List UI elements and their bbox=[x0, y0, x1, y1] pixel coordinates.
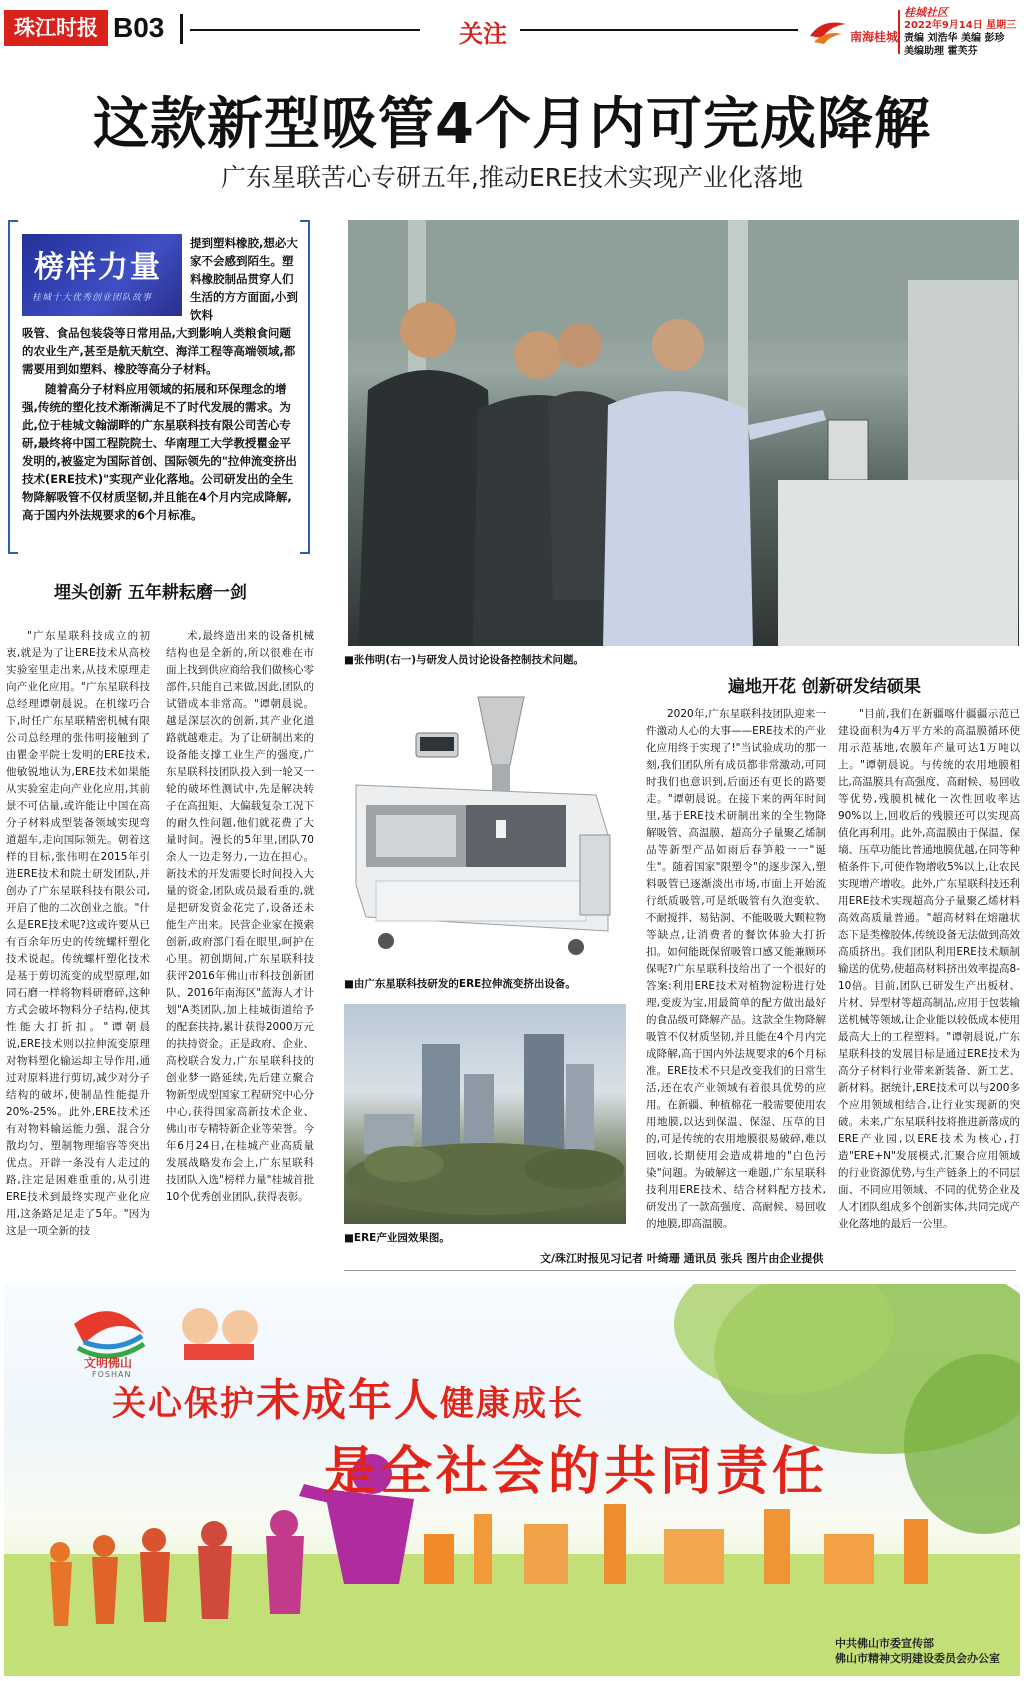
page-number: B03 bbox=[113, 12, 165, 43]
header-rule-left bbox=[190, 29, 420, 31]
section-1-column-1 bbox=[6, 628, 150, 1248]
article-credit: 文/珠江时报见习记者 叶绮珊 通讯员 张兵 图片由企业提供 bbox=[540, 1252, 824, 1265]
section-1-title: 埋头创新 五年耕耘磨一剑 bbox=[54, 583, 247, 603]
column-badge-title: 榜样力量 bbox=[34, 250, 162, 285]
ad-slogan-part-2: 未成年人 bbox=[256, 1375, 440, 1426]
column-badge bbox=[22, 234, 182, 316]
ad-slogan-line-1 bbox=[112, 1364, 584, 1428]
ere-machine-image bbox=[346, 695, 620, 965]
editors: 责编 刘浩华 美编 彭珍 bbox=[904, 33, 1005, 44]
section-2-column-2-text: "目前,我们在新疆喀什疆疆示范已建设面积为4万平方米的高温膜循环使用示范基地,农膜年产量可达1万吨以上。"谭朝晨说。与传统的农用地膜相比,高温膜具有高强度、高耐候、易回收等优势,残膜机械化一次性回收率达90%以上,回收后的残膜还可以实现高值化再利用。此外,高温膜由于保温、保墒、压草功能比普通地膜优越,在同等种植条件下,可使作物增收5%以上,让农民实现增产增收。此外,广东星联科技还利用ERE技术实现超高分子量聚乙烯材料高效高质量普通。"超高材料在熔融状态下是类橡胶体,传统设备无法做到高效高质挤出。我们团队利用ERE技术顺制输送的优势,使超高材料挤出效率提高8-10倍。目前,团队已研发生产出板材、片材、异型材等超高制品,应用于包装输送机械等领域,让企业能以较低成本使用最高大上的工程塑料。"谭朝晨说,广东星联科技的发展目标是通过ERE技术为高分子材料行业带来新装备、新工艺、新材料。据统计,ERE技术可以与200多个应用领域相结合,让行业实现新的突破。未来,广东星联科技将推进新落成的ERE产业园,以ERE技术为核心,打造"ERE+N"发展模式,汇聚合应用领域的行业资源优势,与生产链条上的不同层面、不同应用领域、不同的优势企业及人才团队组成多个创新实体,共同完成产业化落地的最后一公里。 bbox=[838, 708, 1020, 1228]
section-2-title: 遍地开花 创新研发结硕果 bbox=[728, 677, 921, 697]
public-service-ad bbox=[4, 1284, 1020, 1676]
column-badge-subtitle: 桂城十大优秀创业团队故事 bbox=[32, 293, 153, 303]
park-rendering-illustration bbox=[344, 1004, 626, 1224]
section-1-column-2-text: 术,最终造出来的设备机械结构也是全新的,所以很难在市面上找到供应商给我们做核心零部件,只能自己来做,因此,团队的试错成本非常高。"谭朝晨说。越是深层次的创新,其产业化道路就越难走。为了让研制出来的设备能支撑工业生产的强度,广东星联科技团队投入到一轮又一轮的破坏性测试中,先是解决转子在高扭矩、大偏载复杂工况下的耐久性问题,他们就花费了大量时间。漫长的5年里,团队70余人一边走努力,一边在担心。新技术的开发需要长时间投入大量的资金,团队成员最看重的,就是把研发资金花完了,设备还未能生产出来。民营企业家在摸索创新,政府部门看在眼里,呵护在心里。初创期间,广东星联科技获评2016年佛山市科技创新团队、2016年南海区"蓝海人才计划"A类团队,加上桂城街道给予的配套扶持,累计获得2000万元的扶持资金。正是政府、企业、高校联合发力,广东星联科技的创业梦一路延续,先后建立聚合物新型成型国家工程研究中心分中心,获得国家高新技术企业、佛山市专精特新企业等荣誉。今年6月24日,在桂城产业高质量发展战略发布会上,广东星联科技团队入选"榜样力量"桂城首批10个优秀创业团队,获得表彰。 bbox=[166, 630, 314, 1203]
bracket-left bbox=[8, 220, 18, 554]
header-divider bbox=[180, 14, 183, 44]
issue-date: 2022年9月14日 星期三 bbox=[904, 20, 1017, 31]
brand-logo-icon bbox=[808, 14, 848, 48]
masthead-logo: 珠江时报 bbox=[4, 10, 108, 46]
credit-rule bbox=[344, 1270, 1016, 1271]
subheadline: 广东星联苦心专研五年,推动ERE技术实现产业化落地 bbox=[221, 163, 803, 192]
intro-box bbox=[8, 220, 310, 550]
photo-team-discussion bbox=[348, 220, 1019, 646]
intro-text-narrow: 提到塑料橡胶,想必大家不会感到陌生。塑料橡胶制品贯穿人们生活的方方面面,小到饮料 bbox=[190, 236, 298, 322]
photo-industrial-park-rendering bbox=[344, 1004, 626, 1224]
header-red-bar bbox=[898, 10, 900, 54]
photo-1-caption: ■张伟明(右一)与研发人员讨论设备控制技术问题。 bbox=[344, 654, 585, 666]
art-assistant: 美编助理 霍芙芬 bbox=[904, 46, 978, 57]
ad-sponsor bbox=[835, 1636, 1000, 1666]
bracket-right bbox=[300, 220, 310, 554]
intro-text-wide: 吸管、食品包装袋等日常用品,大到影响人类粮食问题的农业生产,甚至是航天航空、海洋工程等高端领域,都需要用到如塑料、橡胶等高分子材料。 bbox=[22, 326, 296, 376]
section-1-column-1-text: "广东星联科技成立的初衷,就是为了让ERE技术从高校实验室里走出来,从技术原理走向产业化应用。"广东星联科技总经理谭朝晨说。在机缘巧合下,时任广东星联精密机械有限公司总经理的张伟明接触到了由瞿金平院士发明的ERE技术,他敏锐地认为,ERE技术如果能从实验室走向产业化应用,其前景不可估量,或许能让中国在高分子材料成型装备领域实现弯道超车,走向国际领先。朝着这样的目标,张伟明在2015年引进ERE技术和院士研发团队,并创办了广东星联科技有限公司,开启了他的二次创业之旅。"什么是ERE技术呢?这或许要从已有百余年历史的传统螺杆塑化技术说起。传统螺杆塑化技术是基于剪切流变的成型原理,如同石磨一样将物料研磨碎,这种方式会破坏物料分子结构,使其性能大打折扣。"谭朝晨说,ERE技术则以拉伸流变原理对物料塑化输运却主导作用,通过对原料进行剪切,减少对分子结构的破坏,使制品性能提升20%-25%。此外,ERE技术还有对物料输运能力强、混合分散均匀、塑制物理缩容等突出优点。开辟一条没有人走过的路,注定是困难重重的,从引进ERE技术到最终实现产业化应用,这条路足足走了5年。"因为这是一项全新的技 bbox=[6, 630, 150, 1237]
ad-logo-sub: FOSHAN bbox=[92, 1370, 132, 1379]
photo-scene-illustration bbox=[348, 220, 1019, 646]
ad-slogan-part-3: 健康成长 bbox=[440, 1384, 584, 1424]
section-2-column-1 bbox=[646, 706, 826, 1228]
machine-caption: ■由广东星联科技研发的ERE拉伸流变挤出设备。 bbox=[344, 978, 576, 990]
ad-logo-text: 文明佛山 bbox=[84, 1356, 133, 1370]
column-name: 桂城社区 bbox=[904, 6, 948, 19]
headline: 这款新型吸管4个月内可完成降解 bbox=[93, 92, 931, 157]
intro-paragraph-2: 随着高分子材料应用领域的拓展和环保理念的增强,传统的塑化技术渐渐满足不了时代发展的需求。为此,位于桂城文翰湖畔的广东星联科技有限公司苦心专研,最终将中国工程院院士、华南理工大学教授瞿金平发明的,被鉴定为国际首创、国际领先的"拉伸流变挤出技术(ERE技术)"实现产业化落地。公司研发出的全生物降解吸管不仅材质坚韧,并且能在4个月内完成降解,高于国内外法规要求的6个月标准。 bbox=[22, 382, 297, 522]
section-1-column-2 bbox=[166, 628, 314, 1248]
section-2-column-1-text: 2020年,广东星联科技团队迎来一件激动人心的大事——ERE技术的产业化应用终于实现了!"当试验成功的那一刻,我们团队所有成员都非常激动,可同时我们也意识到,后面还有更长的路要走。"谭朝晨说。在接下来的两年时间里,基于ERE技术研制出来的全生物降解吸管、高温膜、超高分子量聚乙烯制品等新型产品如雨后春笋般一一"诞生"。随着国家"限塑令"的逐步深入,塑料吸管已逐渐淡出市场,市面上开始流行纸质吸管,可是纸吸管有久泡变软、不耐搅拌、易钻洞、不能吸吸大颗粒物等缺点,让消费者的餐饮体验大打折扣。如何能既保留吸管口感又能兼顾环保呢?广东星联科技给出了一个很好的答案:利用ERE技术对植物淀粉进行处理,变废为宝,用最简单的配方做出最好的食品级可降解产品。这款全生物降解吸管不仅材质坚韧,并且能在4个月内完成降解,高于国内外法规要求的6个月标准。ERE技术不只是改变我们的日常生活,还在农产业领域有着很具优势的应用。在新疆、种植棉花一般需要使用农用地膜,以达到保温、保湿、压草的目的,可是传统的农用地膜很易破碎,难以回收,长期使用会造成耕地的"白色污染"问题。为破解这一难题,广东星联科技利用ERE技术、结合材料配方技术,研发出了一款高强度、高耐候、易回收的地膜,即高温膜。 bbox=[646, 708, 826, 1228]
ad-sponsor-line-2: 佛山市精神文明建设委员会办公室 bbox=[835, 1652, 1000, 1665]
ad-slogan-line-2: 是全社会的共同责任 bbox=[324, 1442, 829, 1502]
photo-3-caption: ■ERE产业园效果图。 bbox=[344, 1232, 450, 1244]
header-rule-right bbox=[520, 29, 798, 31]
ad-sponsor-line-1: 中共佛山市委宣传部 bbox=[835, 1637, 934, 1650]
ad-slogan-part-1: 关心保护 bbox=[112, 1384, 256, 1424]
section-label: 关注 bbox=[459, 20, 507, 48]
brand-logo-text: 南海桂城 bbox=[850, 30, 899, 44]
section-2-column-2 bbox=[838, 706, 1020, 1228]
issue-info bbox=[904, 6, 1022, 58]
